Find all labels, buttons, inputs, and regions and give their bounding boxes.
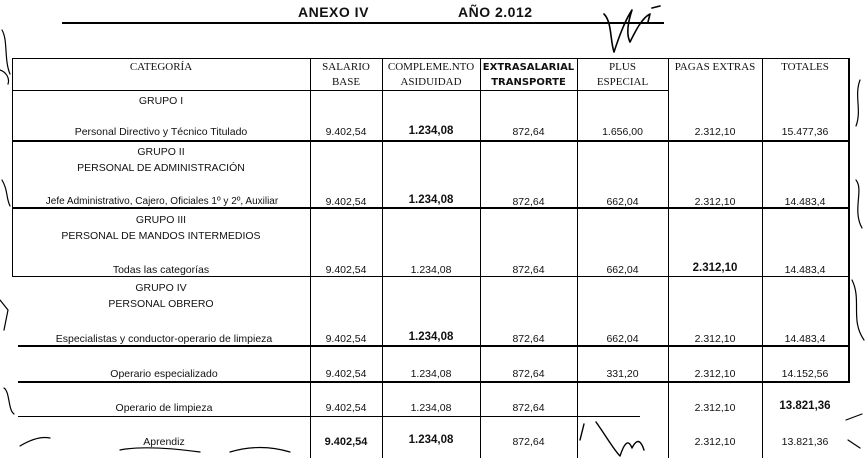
row-4-total: 14.483,4 — [784, 333, 826, 345]
row-3-complemento: 1.234,08 — [410, 264, 452, 276]
row-1-complemento: 1.234,08 — [408, 125, 454, 137]
header-extrasalarial-line2: TRANSPORTE — [491, 77, 566, 88]
row-3-plus: 662,04 — [606, 264, 639, 276]
row-1-total: 15.477,36 — [781, 126, 829, 138]
row-5-complemento: 1.234,08 — [410, 368, 452, 380]
row-6-pagas: 2.312,10 — [694, 402, 736, 414]
row-3-salario: 9.402,54 — [325, 264, 367, 276]
row-2-complemento: 1.234,08 — [408, 194, 454, 206]
col-rule-plus — [577, 58, 578, 458]
group-2-name: PERSONAL DE ADMINISTRACIÓN — [77, 162, 245, 174]
row-1-pagas: 2.312,10 — [694, 126, 736, 138]
right-border — [848, 58, 850, 383]
row-7-complemento: 1.234,08 — [408, 434, 454, 446]
col-rule-pagas — [668, 58, 669, 458]
row-5-salario: 9.402,54 — [325, 368, 367, 380]
group-4-label: GRUPO IV — [135, 282, 187, 294]
row-rule-1 — [12, 140, 848, 142]
row-2-pagas: 2.312,10 — [694, 196, 736, 208]
row-2-extrasalarial: 872,64 — [512, 196, 545, 208]
header-totales: TOTALES — [781, 61, 829, 73]
annex-title: ANEXO IV — [298, 4, 369, 20]
row-2-total: 14.483,4 — [784, 196, 826, 208]
header-complemento — [382, 60, 480, 90]
header-salario — [310, 60, 382, 90]
header-complemento-line2: ASIDUIDAD — [400, 76, 462, 88]
row-4-plus: 662,04 — [606, 333, 639, 345]
row-3-total: 14.483,4 — [784, 264, 826, 276]
row-rule-4 — [18, 345, 848, 347]
header-bottom-rule — [12, 90, 668, 91]
row-3-pagas: 2.312,10 — [692, 262, 738, 274]
row-5-category: Operario especializado — [110, 368, 218, 380]
row-6-salario: 9.402,54 — [325, 402, 367, 414]
row-6-extrasalarial: 872,64 — [512, 402, 545, 414]
row-2-salario: 9.402,54 — [325, 196, 367, 208]
row-1-plus: 1.656,00 — [602, 126, 643, 138]
row-3-extrasalarial: 872,64 — [512, 264, 545, 276]
row-7-salario: 9.402,54 — [324, 436, 368, 448]
header-pagas: PAGAS EXTRAS — [674, 61, 756, 73]
row-1-salario: 9.402,54 — [325, 126, 367, 138]
row-4-salario: 9.402,54 — [325, 333, 367, 345]
header-salario-line1: SALARIO — [322, 61, 370, 73]
row-1-category: Personal Directivo y Técnico Titulado — [74, 126, 248, 138]
col-rule-complemento — [382, 58, 383, 458]
title-underline — [62, 22, 664, 24]
row-6-complemento: 1.234,08 — [410, 402, 452, 414]
row-4-category: Especialistas y conductor-operario de limpieza — [55, 333, 273, 345]
table-top-border — [12, 58, 848, 59]
row-5-extrasalarial: 872,64 — [512, 368, 545, 380]
header-extrasalarial — [480, 60, 577, 90]
row-2-category: Jefe Administrativo, Cajero, Oficiales 1º y 2º, Auxiliar — [45, 196, 279, 207]
header-plus-line1: PLUS — [609, 61, 636, 73]
col-rule-totales — [762, 58, 763, 458]
year-title: AÑO 2.012 — [458, 4, 533, 20]
row-7-total: 13.821,36 — [781, 436, 829, 448]
row-5-pagas: 2.312,10 — [694, 368, 736, 380]
row-6-category: Operario de limpieza — [115, 402, 213, 414]
signature-bottom — [580, 422, 644, 456]
header-categoria: CATEGORÍA — [129, 61, 193, 73]
header-plus — [577, 60, 668, 90]
header-plus-line2: ESPECIAL — [596, 76, 649, 88]
col-rule-salario — [310, 58, 311, 458]
header-extrasalarial-line1: EXTRASALARIAL — [482, 62, 575, 73]
row-1-extrasalarial: 872,64 — [512, 126, 545, 138]
row-4-pagas: 2.312,10 — [694, 333, 736, 345]
group-1-label: GRUPO I — [138, 95, 184, 107]
group-3-name: PERSONAL DE MANDOS INTERMEDIOS — [61, 230, 261, 242]
group-3-label: GRUPO III — [135, 214, 187, 226]
header-salario-line2: BASE — [331, 76, 361, 88]
row-5-plus: 331,20 — [606, 368, 639, 380]
row-4-complemento: 1.234,08 — [408, 331, 454, 343]
row-rule-3 — [12, 276, 848, 277]
row-rule-6 — [18, 416, 640, 417]
group-2-label: GRUPO II — [137, 146, 185, 158]
signature-top — [604, 6, 660, 52]
row-3-category: Todas las categorías — [112, 264, 210, 276]
row-7-pagas: 2.312,10 — [694, 436, 736, 448]
row-2-plus: 662,04 — [606, 196, 639, 208]
group-4-name: PERSONAL OBRERO — [108, 298, 214, 310]
row-6-total: 13.821,36 — [779, 400, 831, 412]
row-7-category: Aprendiz — [143, 436, 185, 448]
row-5-total: 14.152,56 — [781, 368, 829, 380]
row-rule-5 — [18, 381, 848, 383]
col-rule-extrasalarial — [480, 58, 481, 458]
row-4-extrasalarial: 872,64 — [512, 333, 545, 345]
row-7-extrasalarial: 872,64 — [512, 436, 545, 448]
header-complemento-line1: COMPLEME.NTO — [387, 61, 475, 73]
